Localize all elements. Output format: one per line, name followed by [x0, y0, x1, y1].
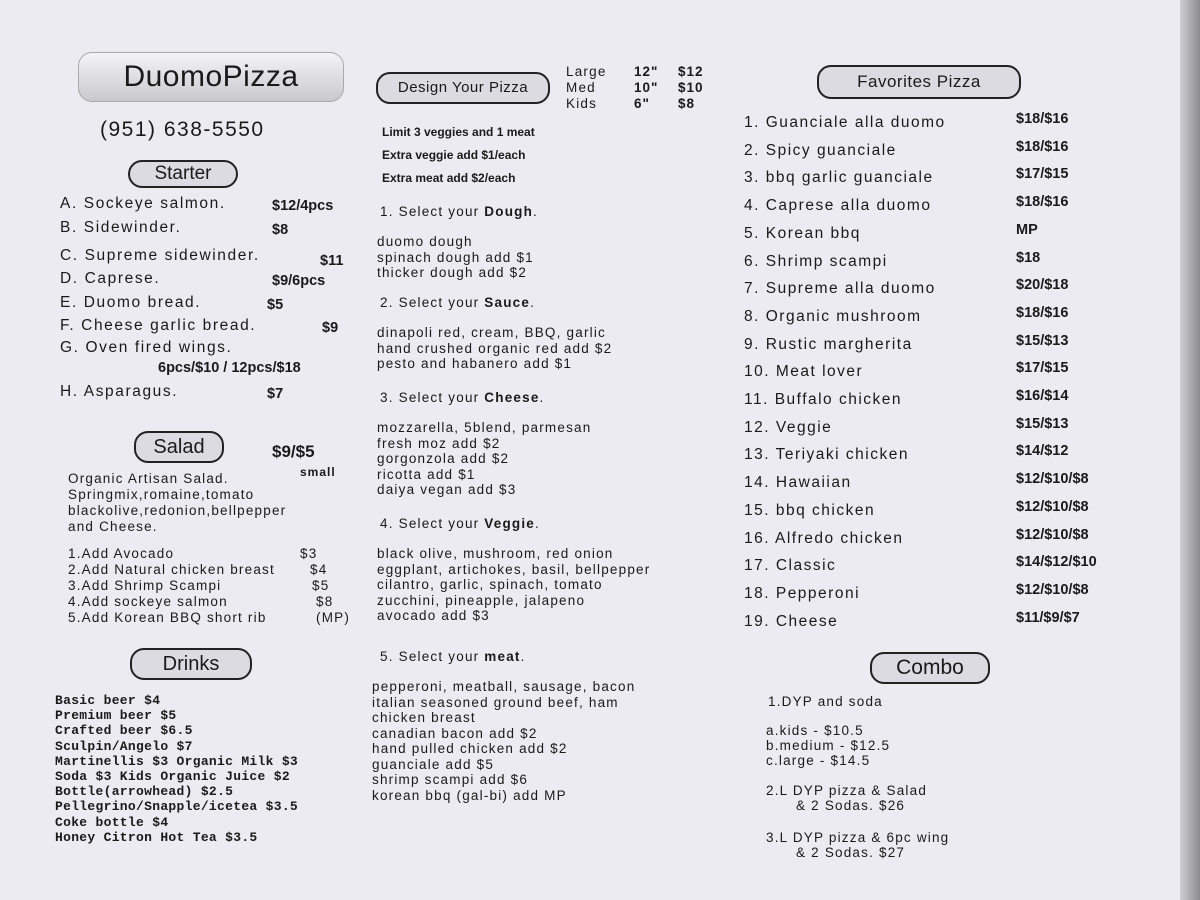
starter-price: $5 — [267, 297, 284, 313]
combo-item: & 2 Sodas. $27 — [796, 845, 906, 860]
favorite-price: $14/$12/$10 — [1016, 554, 1097, 571]
step-option: cilantro, garlic, spinach, tomato — [377, 577, 603, 592]
favorite-price: $16/$14 — [1016, 388, 1069, 404]
size-price: $10 — [678, 80, 704, 95]
step-option: shrimp scampi add $6 — [372, 772, 529, 787]
favorite-price: $12/$10/$8 — [1016, 526, 1089, 543]
size-label: Large — [566, 64, 607, 79]
step-option: spinach dough add $1 — [377, 249, 534, 265]
starter-item: F. Cheese garlic bread. — [60, 317, 257, 334]
step-suffix: . — [520, 649, 526, 664]
favorite-price: $11/$9/$7 — [1016, 609, 1080, 626]
favorite-price: $18 — [1016, 249, 1041, 266]
salad-heading: Salad — [134, 431, 224, 463]
starter-item: A. Sockeye salmon. — [60, 195, 226, 212]
starter-item: B. Sidewinder. — [60, 219, 182, 236]
step-option: black olive, mushroom, red onion — [377, 546, 614, 561]
favorite-pizza: 4. Caprese alla duomo — [744, 197, 932, 215]
salad-desc-line: and Cheese. — [68, 519, 158, 534]
size-price: $12 — [678, 64, 704, 79]
salad-addon-price: $3 — [300, 546, 318, 561]
step-suffix: . — [533, 204, 538, 219]
step-option: dinapoli red, cream, BBQ, garlic — [377, 325, 606, 340]
drink-item: Sculpin/Angelo $7 — [55, 738, 193, 754]
salad-small-label: small — [300, 465, 336, 479]
step-option: hand pulled chicken add $2 — [372, 741, 568, 756]
step-option: thicker dough add $2 — [377, 265, 528, 280]
favorite-pizza: 18. Pepperoni — [744, 584, 861, 602]
step-prefix: 5. Select your — [380, 649, 485, 664]
starter-price: $9 — [322, 320, 339, 336]
combo-item: 3.L DYP pizza & 6pc wing — [766, 830, 950, 845]
step-suffix: . — [530, 295, 536, 310]
step-keyword: Cheese — [484, 390, 540, 405]
pizza-rule: Extra meat add $2/each — [382, 171, 516, 185]
starter-item: D. Caprese. — [60, 270, 161, 287]
favorite-pizza: 13. Teriyaki chicken — [744, 446, 909, 464]
step-prefix: 3. Select your — [380, 390, 485, 405]
starter-price: $11 — [320, 253, 344, 269]
salad-addon: 3.Add Shrimp Scampi — [68, 578, 222, 593]
favorite-pizza: 7. Supreme alla duomo — [744, 280, 936, 298]
step-option: gorgonzola add $2 — [377, 451, 510, 466]
favorite-pizza: 14. Hawaiian — [744, 474, 852, 492]
size-price: $8 — [678, 96, 696, 111]
salad-desc-line: Organic Artisan Salad. — [68, 471, 229, 486]
salad-addon-price: (MP) — [316, 610, 351, 625]
size-inch: 6" — [634, 96, 650, 111]
favorite-price: $18/$16 — [1016, 138, 1069, 155]
favorite-pizza: 12. Veggie — [744, 418, 833, 436]
combo-option: a.kids - $10.5 — [766, 723, 864, 738]
drink-item: Crafted beer $6.5 — [55, 723, 193, 739]
step-option: hand crushed organic red add $2 — [377, 340, 613, 356]
combo-heading: Combo — [870, 652, 990, 684]
step-option: eggplant, artichokes, basil, bellpepper — [377, 561, 651, 577]
drink-item: Martinellis $3 Organic Milk $3 — [55, 753, 299, 769]
drink-item: Premium beer $5 — [55, 708, 177, 724]
favorite-price: $12/$10/$8 — [1016, 581, 1089, 598]
step-keyword: Sauce — [484, 295, 531, 310]
favorite-price: $18/$16 — [1016, 111, 1069, 127]
step-option: daiya vegan add $3 — [377, 482, 517, 497]
salad-addon: 5.Add Korean BBQ short rib — [68, 610, 267, 625]
step-option: ricotta add $1 — [377, 466, 476, 482]
starter-item: H. Asparagus. — [60, 383, 179, 400]
starter-item: C. Supreme sidewinder. — [60, 247, 260, 264]
starter-price: $8 — [272, 222, 289, 238]
table-edge — [1180, 0, 1200, 900]
step-option: guanciale add $5 — [372, 756, 495, 772]
favorite-price: $18/$16 — [1016, 194, 1069, 211]
starter-price: $9/6pcs — [272, 273, 326, 289]
size-label: Kids — [566, 96, 598, 111]
combo-item: 1.DYP and soda — [768, 694, 883, 709]
favorites-heading: Favorites Pizza — [817, 65, 1021, 99]
pizza-rule: Limit 3 veggies and 1 meat — [382, 125, 535, 139]
step-heading — [380, 390, 544, 405]
combo-item: 2.L DYP pizza & Salad — [766, 783, 928, 798]
salad-addon: 1.Add Avocado — [68, 546, 175, 561]
step-keyword: Veggie — [484, 516, 536, 531]
favorite-pizza: 3. bbq garlic guanciale — [744, 169, 934, 187]
favorite-pizza: 2. Spicy guanciale — [744, 141, 897, 159]
step-option: italian seasoned ground beef, ham — [372, 694, 619, 710]
step-option: korean bbq (gal-bi) add MP — [372, 787, 567, 803]
favorite-pizza: 8. Organic mushroom — [744, 307, 922, 325]
favorite-pizza: 17. Classic — [744, 557, 837, 575]
step-prefix: 4. Select your — [380, 516, 485, 531]
favorite-price: $17/$15 — [1016, 360, 1069, 377]
step-option: fresh moz add $2 — [377, 435, 501, 451]
step-option: pepperoni, meatball, sausage, bacon — [372, 679, 636, 694]
step-option: mozzarella, 5blend, parmesan — [377, 420, 592, 435]
combo-option: c.large - $14.5 — [766, 753, 871, 768]
step-heading — [380, 649, 526, 664]
favorite-pizza: 10. Meat lover — [744, 363, 864, 381]
favorite-pizza: 15. bbq chicken — [744, 501, 876, 519]
step-option: duomo dough — [377, 234, 473, 249]
salad-desc-line: blackolive,redonion,bellpepper — [68, 503, 287, 518]
favorite-price: $15/$13 — [1016, 332, 1069, 349]
salad-addon-price: $5 — [312, 578, 330, 593]
step-heading — [380, 516, 540, 531]
size-inch: 10" — [634, 80, 659, 95]
drinks-heading: Drinks — [130, 648, 252, 680]
salad-addon-price: $8 — [316, 594, 334, 609]
favorite-price: $15/$13 — [1016, 415, 1069, 432]
design-your-pizza-heading: Design Your Pizza — [376, 72, 550, 104]
starter-price: $7 — [267, 386, 284, 402]
favorite-price: $12/$10/$8 — [1016, 471, 1089, 488]
starter-price: 6pcs/$10 / 12pcs/$18 — [158, 360, 301, 376]
favorite-price: $12/$10/$8 — [1016, 498, 1089, 515]
combo-option: b.medium - $12.5 — [766, 738, 891, 753]
drink-item: Soda $3 Kids Organic Juice $2 — [55, 769, 290, 784]
starter-item: G. Oven fired wings. — [60, 339, 233, 356]
favorite-pizza: 19. Cheese — [744, 612, 839, 630]
favorite-price: $20/$18 — [1016, 277, 1069, 294]
salad-addon-price: $4 — [310, 562, 328, 577]
size-inch: 12" — [634, 64, 659, 79]
step-prefix: 1. Select your — [380, 204, 485, 219]
step-keyword: meat — [484, 649, 521, 664]
favorite-price: $14/$12 — [1016, 443, 1069, 460]
salad-desc-line: Springmix,romaine,tomato — [68, 487, 255, 502]
step-heading — [380, 204, 538, 219]
favorite-pizza: 1. Guanciale alla duomo — [744, 114, 946, 131]
step-option: pesto and habanero add $1 — [377, 356, 573, 371]
step-prefix: 2. Select your — [380, 295, 485, 310]
step-suffix: . — [535, 516, 540, 531]
step-keyword: Dough — [484, 204, 534, 219]
drink-item: Honey Citron Hot Tea $3.5 — [55, 829, 258, 845]
salad-addon: 4.Add sockeye salmon — [68, 594, 228, 609]
favorite-pizza: 11. Buffalo chicken — [744, 391, 903, 408]
favorite-pizza: 9. Rustic margherita — [744, 335, 913, 353]
drink-item: Basic beer $4 — [55, 693, 161, 708]
starter-price: $12/4pcs — [272, 198, 334, 214]
favorite-pizza: 6. Shrimp scampi — [744, 252, 888, 270]
step-suffix: . — [539, 390, 545, 405]
favorite-pizza: 5. Korean bbq — [744, 224, 861, 242]
salad-price: $9/$5 — [272, 442, 315, 461]
drink-item: Coke bottle $4 — [55, 814, 169, 830]
step-option: avocado add $3 — [377, 608, 490, 623]
step-option: chicken breast — [372, 710, 476, 725]
starter-heading: Starter — [128, 160, 238, 188]
favorite-price: $18/$16 — [1016, 304, 1069, 321]
favorite-price: MP — [1016, 221, 1038, 238]
salad-addon: 2.Add Natural chicken breast — [68, 562, 275, 577]
step-heading — [380, 295, 535, 310]
favorite-price: $17/$15 — [1016, 166, 1069, 183]
drink-item: Pellegrino/Snapple/icetea $3.5 — [55, 799, 299, 815]
drink-item: Bottle(arrowhead) $2.5 — [55, 784, 234, 800]
step-option: canadian bacon add $2 — [372, 725, 538, 741]
logo: DuomoPizza — [78, 52, 344, 102]
phone-number: (951) 638-5550 — [100, 118, 265, 141]
combo-item: & 2 Sodas. $26 — [796, 798, 906, 813]
favorite-pizza: 16. Alfredo chicken — [744, 529, 904, 547]
starter-item: E. Duomo bread. — [60, 294, 202, 311]
size-label: Med — [566, 80, 596, 95]
step-option: zucchini, pineapple, jalapeno — [377, 592, 586, 608]
pizza-rule: Extra veggie add $1/each — [382, 148, 526, 162]
